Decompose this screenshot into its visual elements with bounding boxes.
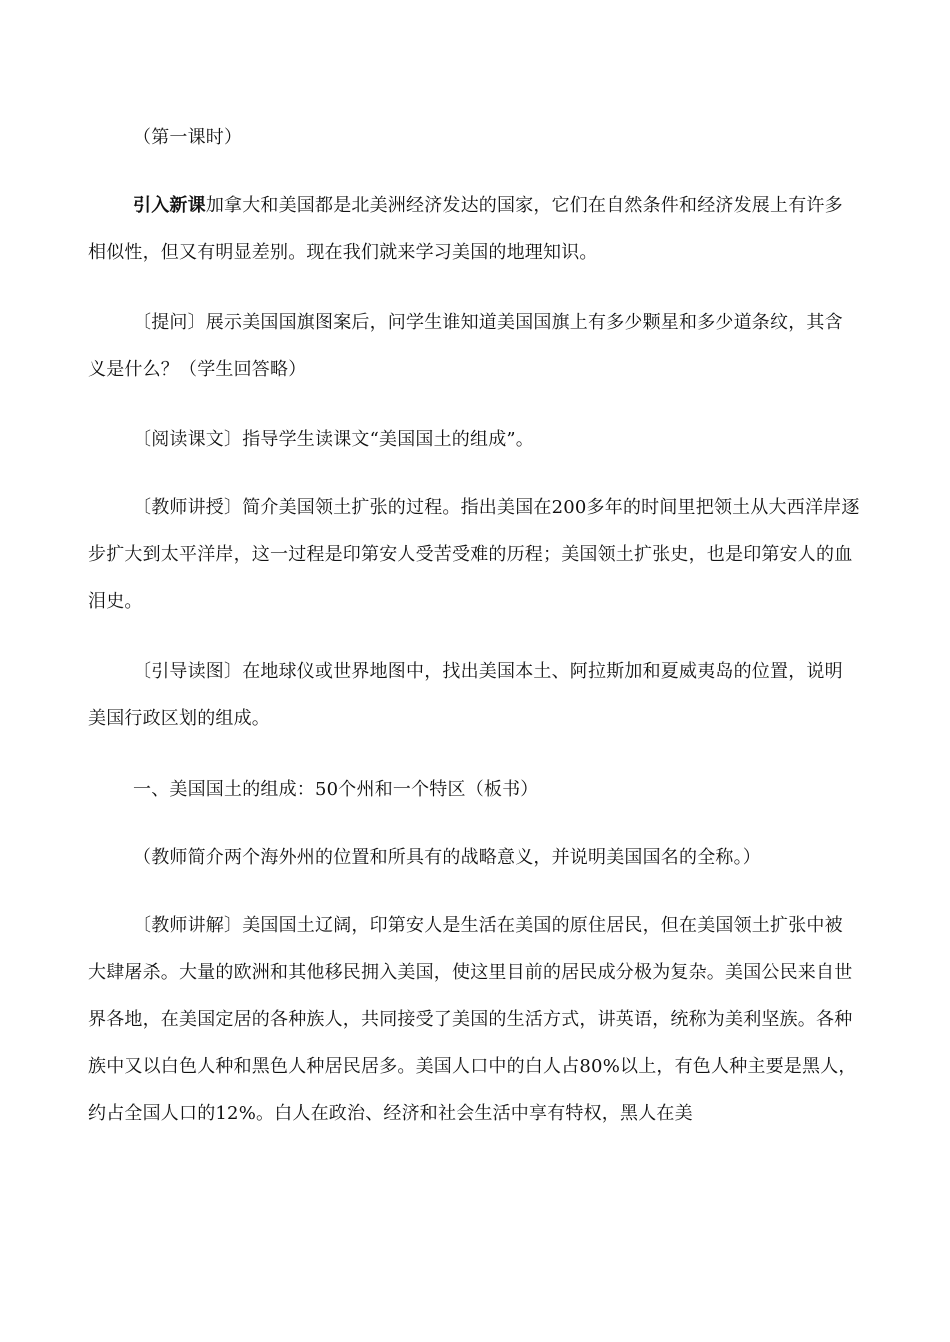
teacher-explain-paragraph: 〔教师讲解〕美国国土辽阔，印第安人是生活在美国的原住居民，但在美国领土扩张中被大肆屠杀。大量的欧洲和其他移民拥入美国，使这里目前的居民成分极为复杂。美国公民来自世界各地，在美国定居的各种族人，共同接受了美国的生活方式，讲英语，统称为美利坚族。各种族中又以白色人种和黑色人种居民居多。美国人口中的白人占80%以上，有色人种主要是黑人，约占全国人口的12%。白人在政治、经济和社会生活中享有特权，黑人在美: [88, 915, 857, 1124]
teacher-note-paragraph: （教师简介两个海外州的位置和所具有的战略意义，并说明美国国名的全称。）: [133, 847, 761, 868]
lesson-time-paragraph: （第一课时）: [133, 127, 243, 148]
teacher-lecture-paragraph: 〔教师讲授〕简介美国领土扩张的过程。指出美国在200多年的时间里把领土从大西洋岸逐步扩大到太平洋岸，这一过程是印第安人受苦受难的历程；美国领土扩张史，也是印第安人的血泪史。: [88, 497, 860, 612]
intro-text: 加拿大和美国都是北美洲经济发达的国家，它们在自然条件和经济发展上有许多相似性，但又有明显差别。现在我们就来学习美国的地理知识。: [88, 195, 843, 263]
intro-paragraph: [88, 182, 860, 276]
reading-paragraph: 〔阅读课文〕指导学生读课文“美国国土的组成”。: [133, 429, 535, 450]
map-reading-paragraph: 〔引导读图〕在地球仪或世界地图中，找出美国本土、阿拉斯加和夏威夷岛的位置，说明美国行政区划的组成。: [88, 661, 843, 729]
section-heading: 一、美国国土的组成：50个州和一个特区（板书）: [133, 779, 539, 800]
question-paragraph: 〔提问〕展示美国国旗图案后，问学生谁知道美国国旗上有多少颗星和多少道条纹，其含义是什么？（学生回答略）: [88, 312, 843, 380]
intro-lead: 引入新课: [133, 195, 206, 216]
